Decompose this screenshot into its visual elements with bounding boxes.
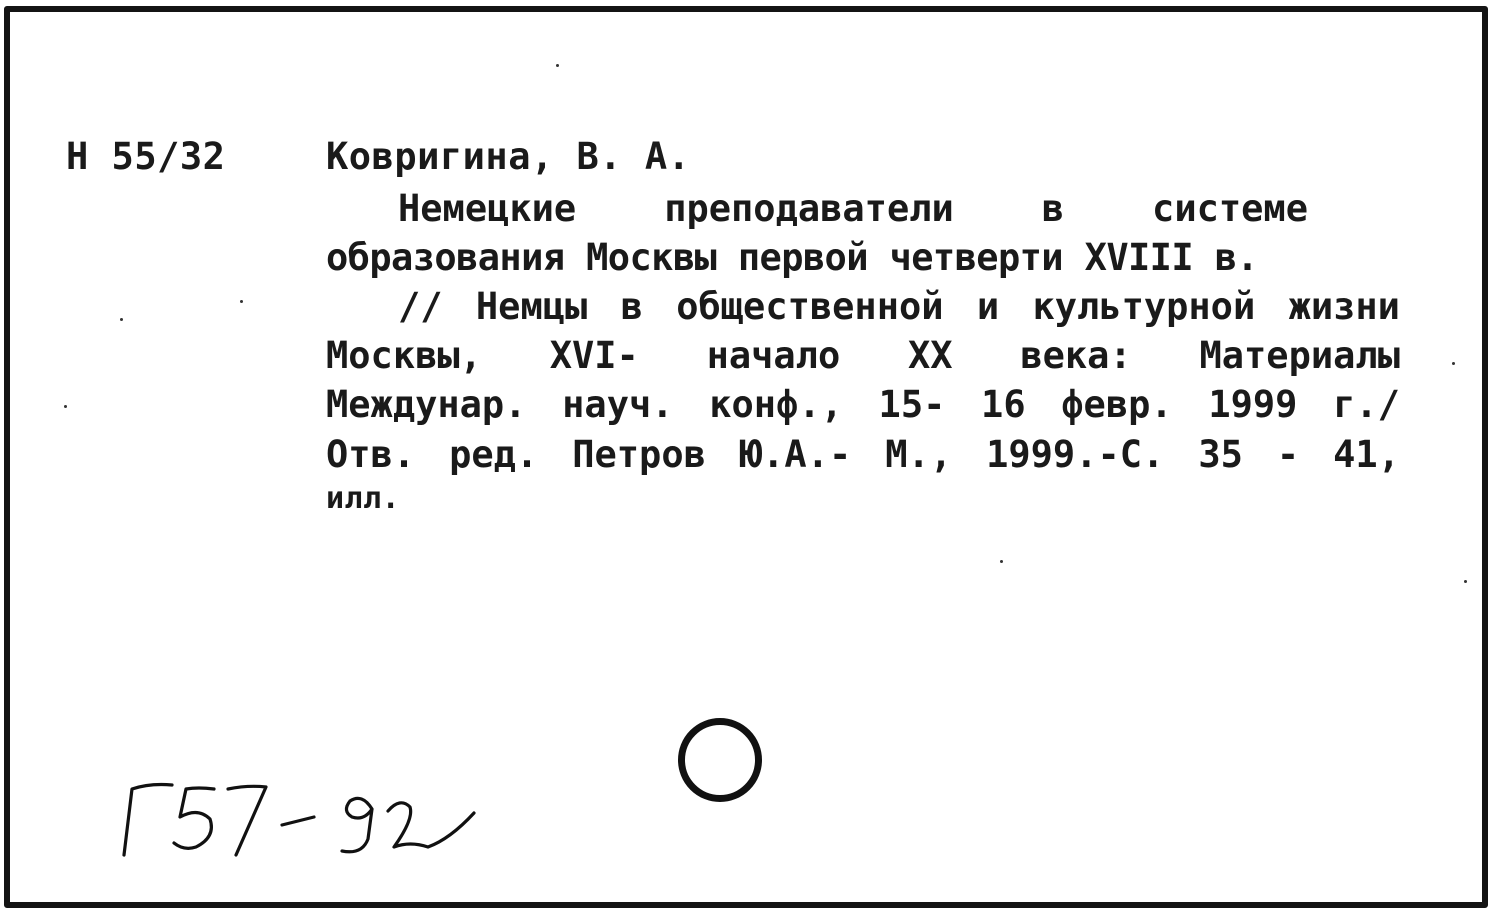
scan-speck: [120, 318, 123, 321]
title-line-2: образования Москвы первой четверти XVIII в.: [326, 236, 1259, 279]
word: 41,: [1333, 433, 1400, 476]
scan-speck: [1452, 362, 1455, 365]
word: преподаватели: [664, 187, 954, 230]
word: 15-: [878, 383, 946, 426]
source-line-5: илл.: [326, 481, 401, 516]
word: в: [620, 285, 643, 328]
punch-hole: [678, 718, 762, 802]
handwritten-call-number: [110, 775, 490, 865]
source-line-2: [326, 334, 1400, 377]
word: Петров: [572, 433, 706, 476]
word: века:: [1020, 334, 1132, 377]
word: конф.,: [709, 383, 843, 426]
word: начало: [706, 334, 841, 377]
word: 35: [1198, 433, 1243, 476]
source-line-3: [326, 383, 1400, 426]
word: Ю.А.-: [739, 433, 852, 476]
shelf-mark: Н 55/32: [66, 135, 226, 178]
word: февр.: [1061, 383, 1173, 426]
scan-speck: [64, 405, 67, 408]
word: Междунар.: [326, 383, 527, 426]
word: М.,: [885, 433, 953, 476]
word: и: [976, 285, 1000, 328]
source-line-4: [326, 433, 1400, 476]
word: 1999.-С.: [986, 433, 1165, 476]
word: Немецкие: [398, 187, 577, 230]
word: общественной: [676, 285, 944, 328]
word: ред.: [449, 433, 539, 476]
word: культурной: [1032, 285, 1256, 328]
scan-speck: [1464, 580, 1467, 583]
word: Москвы,: [326, 334, 482, 377]
word: Немцы: [475, 285, 588, 328]
word: жизни: [1288, 285, 1400, 328]
word: Материалы: [1199, 334, 1400, 377]
word: г./: [1333, 383, 1400, 426]
word: 16: [981, 383, 1026, 426]
word: системе: [1152, 187, 1308, 230]
word: Отв.: [326, 433, 416, 476]
word: XVI-: [549, 334, 639, 377]
title-line-1: [398, 187, 1308, 230]
source-line-1: [398, 285, 1400, 328]
word: 1999: [1208, 383, 1298, 426]
word: -: [1276, 433, 1300, 476]
scan-speck: [1000, 560, 1003, 563]
author-heading: Ковригина, В. А.: [326, 135, 691, 178]
word: XX: [908, 334, 953, 377]
word: //: [398, 285, 443, 328]
scan-speck: [240, 300, 243, 303]
word: науч.: [562, 383, 674, 426]
word: в: [1041, 187, 1065, 230]
scan-speck: [556, 64, 559, 67]
